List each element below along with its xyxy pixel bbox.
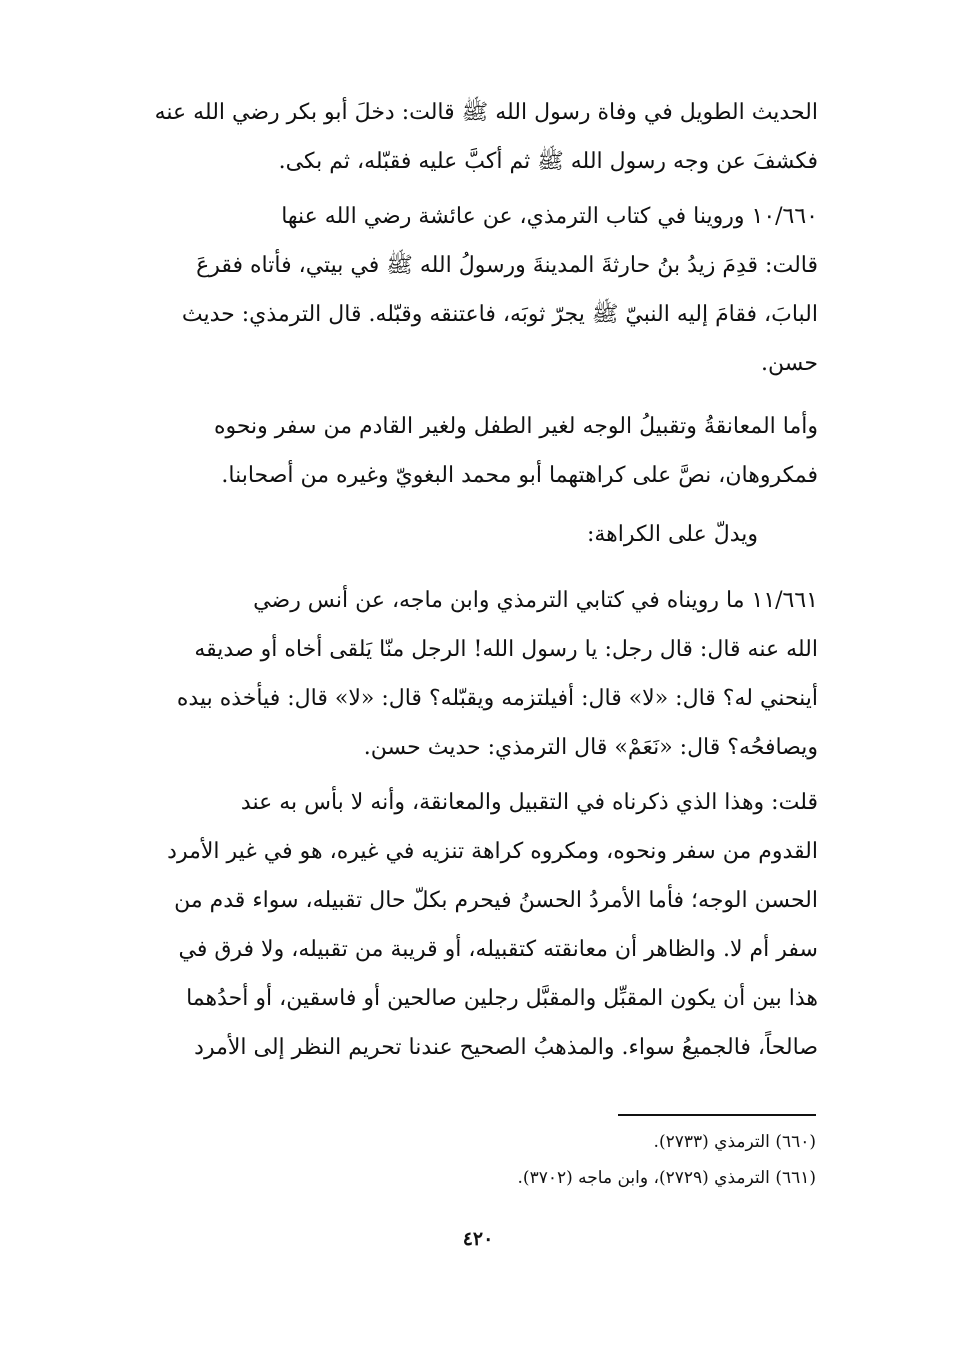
text-line: صالحاً، فالجميعُ سواء. والمذهبُ الصحيح عندنا تحريم النظر إلى الأمرد: [194, 1035, 818, 1060]
text-line: هذا بين أن يكون المقبِّل والمقبَّل رجلين صالحين أو فاسقين، أو أحدُهما: [186, 986, 818, 1011]
main-text: [118, 402, 818, 500]
footnote-660: (٦٦٠) الترمذي (٢٧٣٣).: [653, 1132, 816, 1152]
page-number: ٤٢٠: [462, 1228, 494, 1250]
footnotes: [420, 1124, 816, 1196]
paragraph-hadith-661: [118, 576, 818, 772]
text-line: أينحني له؟ قال: «لا» قال: أفيلتزمه ويقبّله؟ قال: «لا» قال: فيأخذه بيده: [176, 686, 818, 711]
text-line: ويدلّ على الكراهة:: [586, 522, 758, 547]
text-line: الحديث الطويل في وفاة رسول الله ﷺ قالت: دخلَ أبو بكر رضي الله عنه: [154, 100, 818, 125]
text-line: البابَ، فقامَ إليه النبيّ ﷺ يجرّ ثوبَه، فاعتنقه وقبّله. قال الترمذي: حديث: [181, 302, 818, 327]
text-line: الله عنه قال: قال رجل: يا رسول الله! الرجل منّا يَلقى أخاه أو صديقه: [194, 637, 818, 662]
main-text: [118, 576, 818, 772]
main-text: [118, 510, 818, 559]
text-line: الحسن الوجه؛ فأما الأمردُ الحسنُ فيحرم بكلّ حال تقبيله، سواء قدم من: [174, 888, 818, 913]
text-line: وأما المعانقةُ وتقبيلُ الوجه لغير الطفل ولغير القادم من سفر ونحوه: [213, 414, 818, 439]
text-line: قلت: وهذا الذي ذكرناه في التقبيل والمعانقة، وأنه لا بأس به عند: [240, 790, 818, 815]
text-line: قالت: قدِمَ زيدُ بنُ حارثةَ المدينةَ ورسولُ الله ﷺ في بيتي، فأتاه فقرعَ: [196, 253, 818, 278]
footnote-661: (٦٦١) الترمذي (٢٧٢٩)، وابن ماجه (٣٧٠٢).: [517, 1168, 816, 1188]
paragraph-hadith-660: [118, 192, 818, 388]
main-text: [118, 88, 818, 186]
paragraph-evidence-heading: [118, 510, 818, 559]
text-line: فكشفَ عن وجه رسول الله ﷺ ثم أكبَّ عليه فقبّله، ثم بكى.: [278, 149, 818, 174]
paragraph-author-note: [118, 778, 818, 1072]
text-line: ١١/٦٦١ ما رويناه في كتابي الترمذي وابن ماجه، عن أنس رضي: [253, 588, 818, 613]
text-line: القدوم من سفر ونحوه، ومكروه كراهة تنزيه في غيره، هو في غير الأمرد: [167, 839, 818, 864]
text-line: حسن.: [761, 351, 818, 376]
footnote-divider: [618, 1114, 816, 1116]
text-line: سفر أم لا. والظاهر أن معانقته كتقبيله، أو قريبة من تقبيله، ولا فرق في: [178, 937, 818, 962]
paragraph-hadith-end: [118, 88, 818, 186]
text-line: فمكروهان، نصَّ على كراهتهما أبو محمد البغويّ وغيره من أصحابنا.: [221, 463, 818, 488]
text-line: ١٠/٦٦٠ وروينا في كتاب الترمذي، عن عائشة رضي الله عنها: [281, 204, 818, 229]
text-line: ويصافحُه؟ قال: «نَعَمْ» قال الترمذي: حديث حسن.: [363, 735, 818, 760]
main-text: [118, 778, 818, 1072]
paragraph-embrace-ruling: [118, 402, 818, 500]
main-text: [118, 192, 818, 388]
